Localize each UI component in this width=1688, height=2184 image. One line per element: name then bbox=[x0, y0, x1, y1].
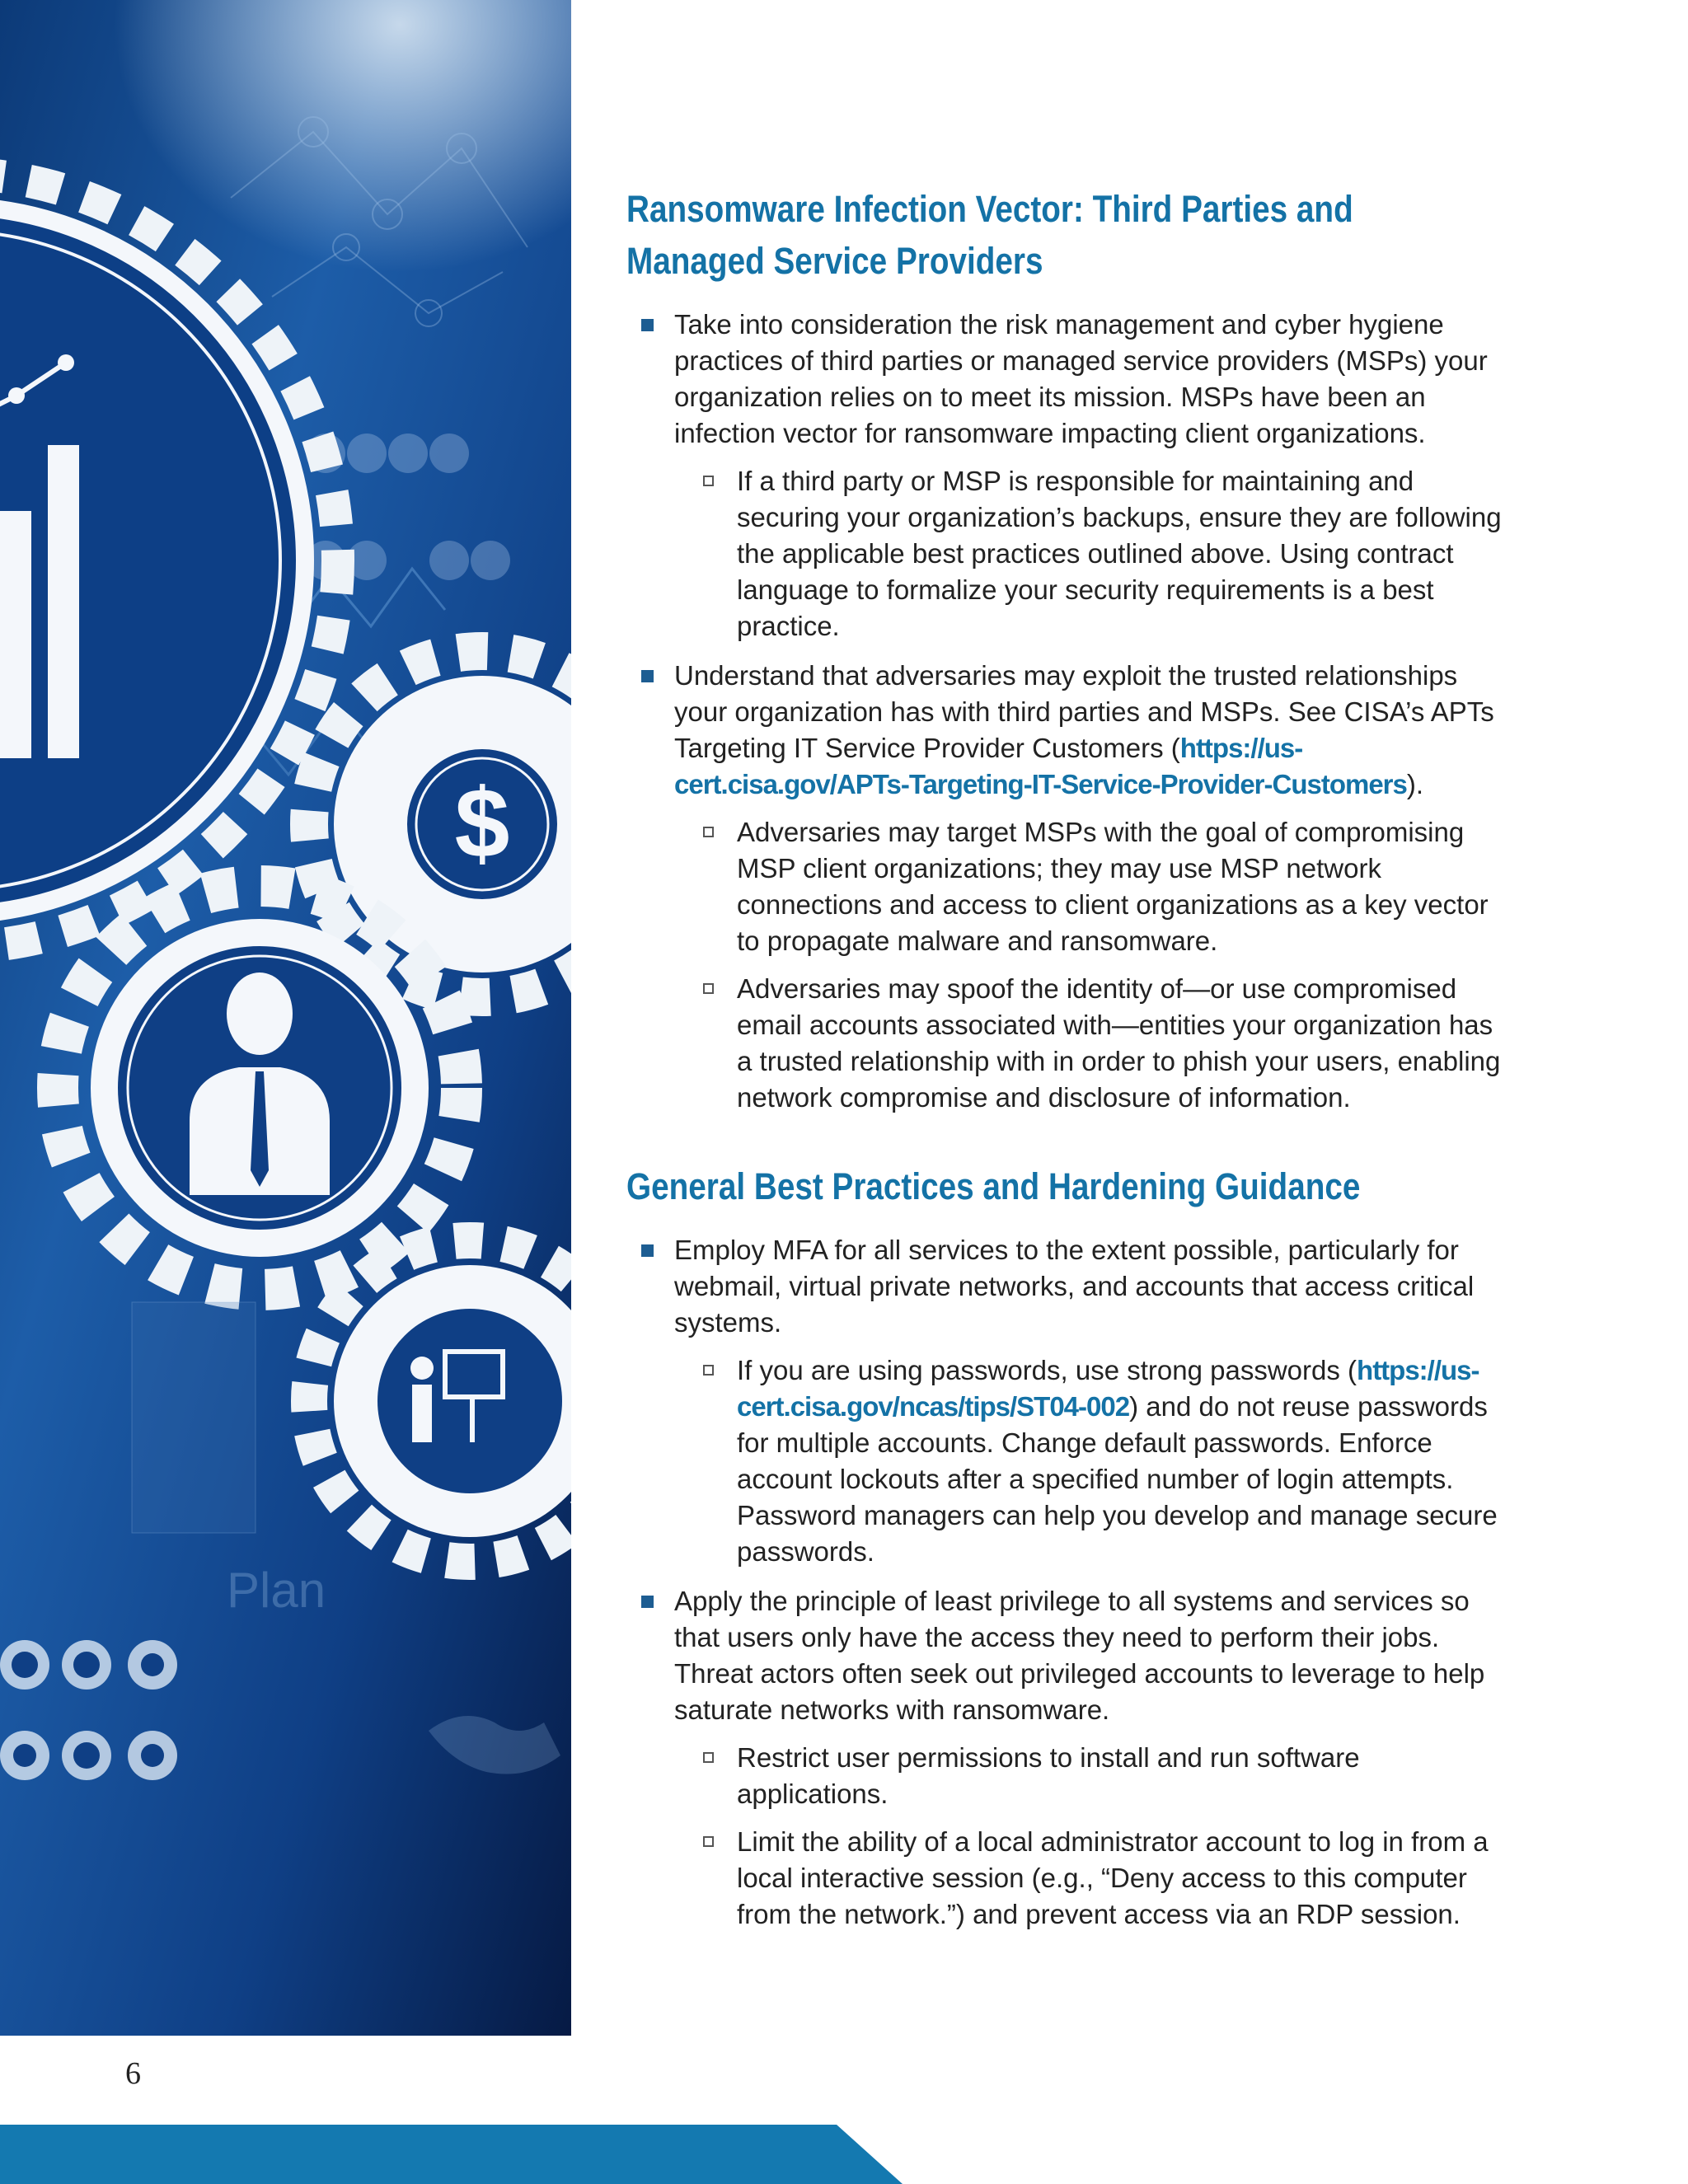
square-bullet-icon bbox=[641, 1244, 654, 1257]
sub-list-item bbox=[674, 971, 1502, 1116]
main-content bbox=[626, 183, 1502, 1946]
list-item bbox=[626, 1583, 1502, 1933]
sub-list bbox=[674, 1352, 1502, 1570]
hollow-square-bullet-icon bbox=[703, 827, 714, 837]
square-bullet-icon bbox=[641, 1596, 654, 1608]
hollow-square-bullet-icon bbox=[703, 1836, 714, 1847]
gears-illustration bbox=[0, 0, 571, 2036]
sub-list-item-text: If a third party or MSP is responsible for maintaining and securing your organization’s backups, ensure they are following the applicable best practices outlined above. Using contract language to formalize your security requirements is a best practice. bbox=[737, 466, 1502, 641]
dollar-icon: $ bbox=[454, 768, 510, 879]
square-bullet-icon bbox=[641, 670, 654, 682]
footer-bar bbox=[0, 2125, 1688, 2184]
heading-line-1: Ransomware Infection Vector: Third Parties and bbox=[626, 188, 1353, 230]
sub-list-item-text: Restrict user permissions to install and run software applications. bbox=[737, 1742, 1360, 1809]
list-item-text: Take into consideration the risk management and cyber hygiene practices of third parties or managed service providers (MSPs) your organization relies on to meet its mission. MSPs have been an infection vector for ransomware impacting client organizations. bbox=[674, 309, 1488, 448]
list-item bbox=[626, 1232, 1502, 1570]
heading-line-2: Managed Service Providers bbox=[626, 240, 1043, 282]
sub-list-item-text: Limit the ability of a local administrator account to log in from a local interactive session (e.g., “Deny access to this computer from the network.”) and prevent access via an RDP session. bbox=[737, 1826, 1489, 1929]
sub-list-item-text: If you are using passwords, use strong passwords ( bbox=[737, 1355, 1357, 1385]
hollow-square-bullet-icon bbox=[703, 1752, 714, 1763]
sub-list bbox=[674, 1740, 1502, 1933]
sub-list bbox=[674, 814, 1502, 1116]
square-bullet-icon bbox=[641, 319, 654, 331]
sub-list-item bbox=[674, 1740, 1502, 1812]
sub-list-item bbox=[674, 814, 1502, 959]
list-item-text: Apply the principle of least privilege to all systems and services so that users only have the access they need to perform their jobs. Threat actors often seek out privileged accounts to leverage to help saturate networks with ransomware. bbox=[674, 1586, 1485, 1725]
page-number: 6 bbox=[125, 2056, 141, 2091]
list-item bbox=[626, 307, 1502, 644]
sub-list-item-text-end: ) and do not reuse passwords for multiple accounts. Change default passwords. Enforce account lockouts after a specified number of login attempts. Password managers can help you develop and manage secure passwords. bbox=[737, 1391, 1498, 1567]
section-heading-general-best-practices: General Best Practices and Hardening Guidance bbox=[626, 1165, 1361, 1207]
hollow-square-bullet-icon bbox=[703, 983, 714, 994]
sub-list-item bbox=[674, 463, 1502, 644]
best-practices-list bbox=[626, 1232, 1502, 1933]
list-item-text: Employ MFA for all services to the extent possible, particularly for webmail, virtual private networks, and accounts that access critical systems. bbox=[674, 1235, 1475, 1338]
strong-passwords-link[interactable]: https://us-cert.cisa.gov/ncas/tips/ST04-002 bbox=[737, 1355, 1479, 1422]
apts-targeting-link[interactable]: https://us-cert.cisa.gov/APTs-Targeting-IT-Service-Provider-Customers bbox=[674, 733, 1407, 799]
sub-list-item-text: Adversaries may spoof the identity of—or use compromised email accounts associated with—entities your organization has a trusted relationship with in order to phish your users, enabling network compromise and disclosure of information. bbox=[737, 973, 1501, 1113]
sub-list-item bbox=[674, 1352, 1502, 1570]
hollow-square-bullet-icon bbox=[703, 1365, 714, 1376]
hollow-square-bullet-icon bbox=[703, 476, 714, 486]
third-parties-list bbox=[626, 307, 1502, 1116]
footer-bar-shape bbox=[0, 2125, 903, 2184]
sub-list-item bbox=[674, 1824, 1502, 1933]
sub-list-item-text: Adversaries may target MSPs with the goal of compromising MSP client organizations; they may use MSP network connections and access to client organizations as a key vector to propagate malware and ransomware. bbox=[737, 817, 1489, 956]
general-best-practices-section bbox=[626, 1160, 1502, 1933]
list-item-text-end: ). bbox=[1406, 769, 1424, 799]
sub-list bbox=[674, 463, 1502, 644]
plan-label: Plan bbox=[227, 1563, 326, 1618]
cover-image-gears bbox=[0, 0, 571, 2036]
list-item-text: Understand that adversaries may exploit the trusted relationships your organization has with third parties and MSPs. See CISA’s APTs Targeting IT Service Provider Customers ( bbox=[674, 660, 1494, 763]
section-heading-third-parties bbox=[626, 183, 1505, 287]
list-item bbox=[626, 658, 1502, 1116]
